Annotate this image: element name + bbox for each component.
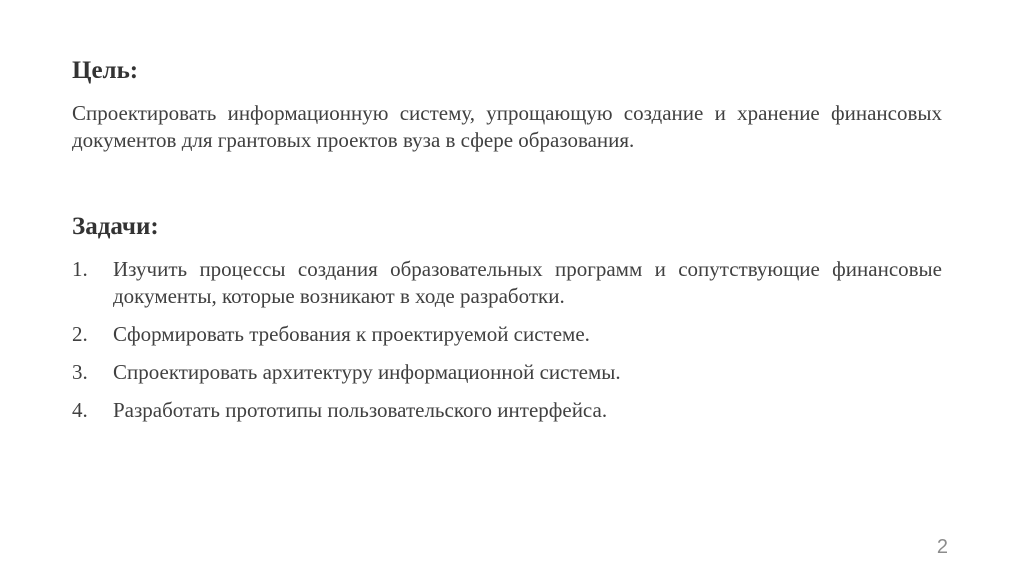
task-text: Изучить процессы создания образовательных программ и сопутствующие финансовые документы, которые возникают в ходе разработки. bbox=[113, 257, 942, 308]
goal-text: Спроектировать информационную систему, упрощающую создание и хранение финансовых документов для грантовых проектов вуза в сфере образования. bbox=[72, 101, 942, 152]
task-item-2 bbox=[72, 321, 942, 348]
goal-heading: Цель: bbox=[72, 57, 139, 84]
task-text: Спроектировать архитектуру информационной системы. bbox=[113, 360, 621, 384]
task-item-3 bbox=[72, 359, 942, 386]
tasks-heading: Задачи: bbox=[72, 213, 159, 240]
page-number: 2 bbox=[936, 536, 948, 558]
task-item-4 bbox=[72, 397, 942, 424]
task-number: 1. bbox=[72, 257, 88, 281]
task-item-1 bbox=[72, 256, 942, 310]
task-list bbox=[72, 256, 942, 435]
task-number: 3. bbox=[72, 360, 88, 384]
task-number: 4. bbox=[72, 398, 88, 422]
task-text: Разработать прототипы пользовательского интерфейса. bbox=[113, 398, 608, 422]
task-number: 2. bbox=[72, 322, 88, 346]
task-text: Сформировать требования к проектируемой системе. bbox=[113, 322, 590, 346]
